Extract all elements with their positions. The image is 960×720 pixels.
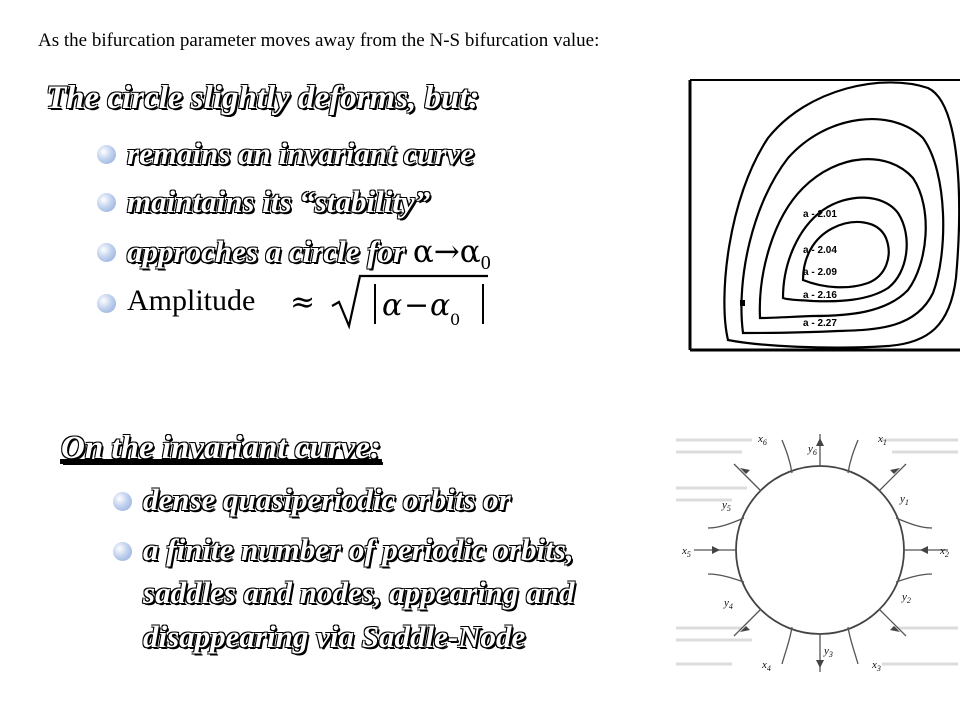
section-heading-invariant-curve: On the invariant curve: — [61, 430, 381, 466]
arrow-symbol: → — [433, 234, 460, 270]
bullet-approaches-circle — [127, 233, 491, 276]
invariant-curves-figure — [688, 78, 960, 352]
formula-alpha0: α — [430, 288, 451, 323]
bullet-invariant-curve: remains an invariant curve — [127, 136, 475, 171]
curve-label-a204: a - 2.04 — [803, 245, 837, 256]
svg-text:x4 — [761, 659, 771, 673]
bullet-stability: maintains its “stability” — [127, 184, 431, 219]
y1-label: y — [900, 493, 905, 505]
y5-subscript: 5 — [726, 504, 731, 513]
x6-subscript: 6 — [762, 438, 767, 447]
svg-text:x6 — [757, 433, 767, 447]
svg-text:y4 — [723, 597, 733, 611]
svg-text:y1 — [899, 493, 909, 507]
y3-subscript: 3 — [828, 650, 833, 659]
saddle-node-figure — [672, 428, 960, 680]
x6-label: x — [758, 433, 763, 445]
bullet-dot — [113, 542, 132, 561]
formula-subscript: 0 — [450, 310, 461, 329]
bullet-quasiperiodic: dense quasiperiodic orbits or — [143, 482, 511, 517]
y1-subscript: 1 — [904, 498, 909, 507]
alpha0-symbol: α — [459, 234, 481, 270]
y3-label: y — [824, 645, 829, 657]
curve-label-a227: a - 2.27 — [803, 318, 837, 329]
svg-text:x2 — [939, 545, 949, 559]
x5-label: x — [682, 545, 687, 557]
y2-subscript: 2 — [906, 596, 911, 605]
approx-symbol: ≈ — [290, 285, 316, 320]
bullet-dot — [97, 243, 116, 262]
x2-subscript: 2 — [944, 550, 949, 559]
x4-subscript: 4 — [766, 664, 771, 673]
bullet-periodic-orbits-line2: saddles and nodes, appearing and — [143, 575, 575, 610]
x3-label: x — [872, 659, 877, 671]
x1-subscript: 1 — [882, 438, 887, 447]
svg-text:x1 — [877, 433, 887, 447]
y4-label: y — [724, 597, 729, 609]
y2-label: y — [902, 591, 907, 603]
x5-subscript: 5 — [686, 550, 691, 559]
y5-label: y — [722, 499, 727, 511]
y6-label: y — [808, 443, 813, 455]
svg-text:y6 — [807, 443, 817, 457]
y4-subscript: 4 — [728, 602, 733, 611]
svg-text:y3 — [823, 645, 833, 659]
formula-minus: − — [404, 288, 430, 323]
bullet-dot — [97, 193, 116, 212]
curve-label-a209: a - 2.09 — [803, 267, 837, 278]
intro-text: As the bifurcation parameter moves away from the N-S bifurcation value: — [38, 30, 600, 51]
bullet-dot — [97, 145, 116, 164]
x2-label: x — [940, 545, 945, 557]
svg-text:x5 — [681, 545, 691, 559]
alpha-symbol: α — [412, 234, 434, 270]
curve-label-a216: a - 2.16 — [803, 290, 837, 301]
alpha0-subscript: 0 — [480, 252, 491, 275]
section-heading-deforms: The circle slightly deforms, but: — [46, 80, 480, 116]
svg-text:x3 — [871, 659, 881, 673]
bullet-periodic-orbits: a finite number of periodic orbits, — [143, 532, 574, 567]
curve-label-a201: a - 2.01 — [803, 209, 837, 220]
bullet-approaches-text: approches a circle for — [127, 234, 413, 269]
x4-label: x — [762, 659, 767, 671]
formula-alpha: α — [382, 288, 403, 323]
x3-subscript: 3 — [876, 664, 881, 673]
bullet-periodic-orbits-line3: disappearing via Saddle-Node — [143, 619, 526, 654]
y6-subscript: 6 — [812, 448, 817, 457]
amplitude-label: Amplitude — [127, 284, 256, 317]
x1-label: x — [878, 433, 883, 445]
svg-text:y2 — [901, 591, 911, 605]
bullet-dot — [97, 294, 116, 313]
bullet-dot — [113, 492, 132, 511]
